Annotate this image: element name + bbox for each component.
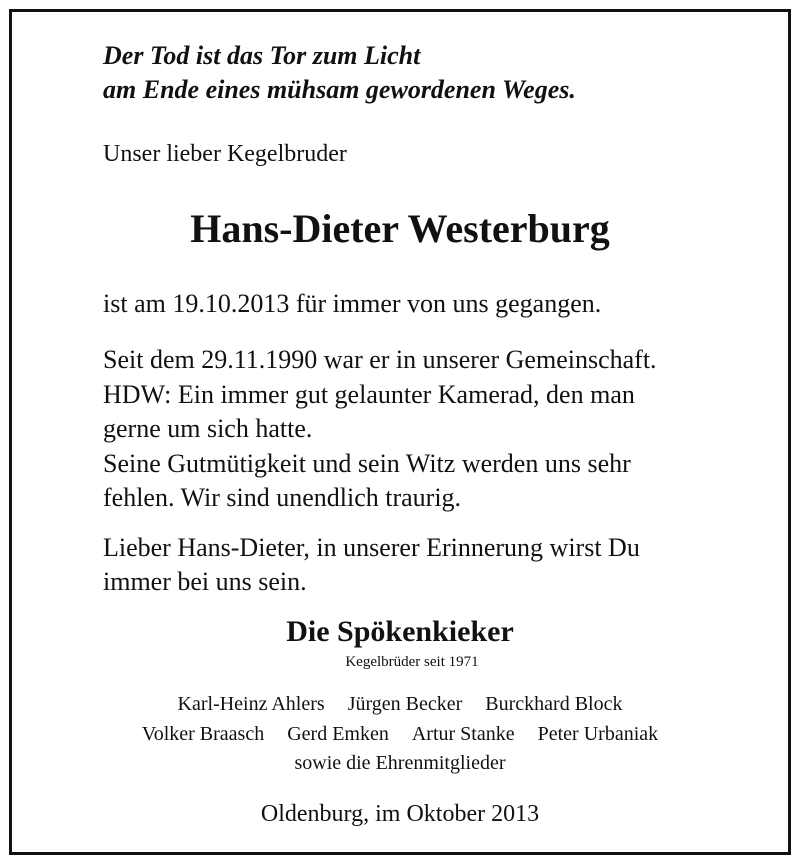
member-name: Gerd Emken: [287, 723, 389, 745]
member-name: Burckhard Block: [485, 693, 623, 715]
member-name: Peter Urbaniak: [537, 723, 659, 745]
members-row-1: [0, 690, 800, 718]
member-name: Karl-Heinz Ahlers: [177, 693, 325, 715]
tribute-line: fehlen. Wir sind unendlich traurig.: [103, 483, 462, 512]
tribute-line: HDW: Ein immer gut gelaunter Kamerad, den man: [103, 380, 635, 409]
club-name: Die Spökenkieker: [286, 615, 514, 648]
member-name: Artur Stanke: [411, 723, 515, 745]
tribute-line: Seit dem 29.11.1990 war er in unserer Gemeinschaft.: [103, 345, 657, 374]
passed-away-line: ist am 19.10.2013 für immer von uns gegangen.: [103, 289, 602, 318]
tribute-line: gerne um sich hatte.: [103, 414, 313, 443]
honorary-members: sowie die Ehrenmitglieder: [294, 752, 506, 774]
member-name: Jürgen Becker: [347, 693, 463, 715]
intro-text: Unser lieber Kegelbruder: [103, 141, 347, 167]
members-row-2: [0, 720, 800, 748]
deceased-name: Hans-Dieter Westerburg: [190, 206, 610, 251]
motto-line-1: Der Tod ist das Tor zum Licht: [103, 41, 421, 70]
club-subtitle: Kegelbrüder seit 1971: [345, 654, 479, 670]
place-and-date: Oldenburg, im Oktober 2013: [260, 801, 540, 827]
motto-line-2: am Ende eines mühsam gewordenen Weges.: [103, 75, 576, 104]
member-name: Volker Braasch: [141, 723, 265, 745]
farewell-line: Lieber Hans-Dieter, in unserer Erinnerung wirst Du: [103, 533, 640, 562]
farewell-line: immer bei uns sein.: [103, 567, 307, 596]
tribute-line: Seine Gutmütigkeit und sein Witz werden uns sehr: [103, 449, 631, 478]
